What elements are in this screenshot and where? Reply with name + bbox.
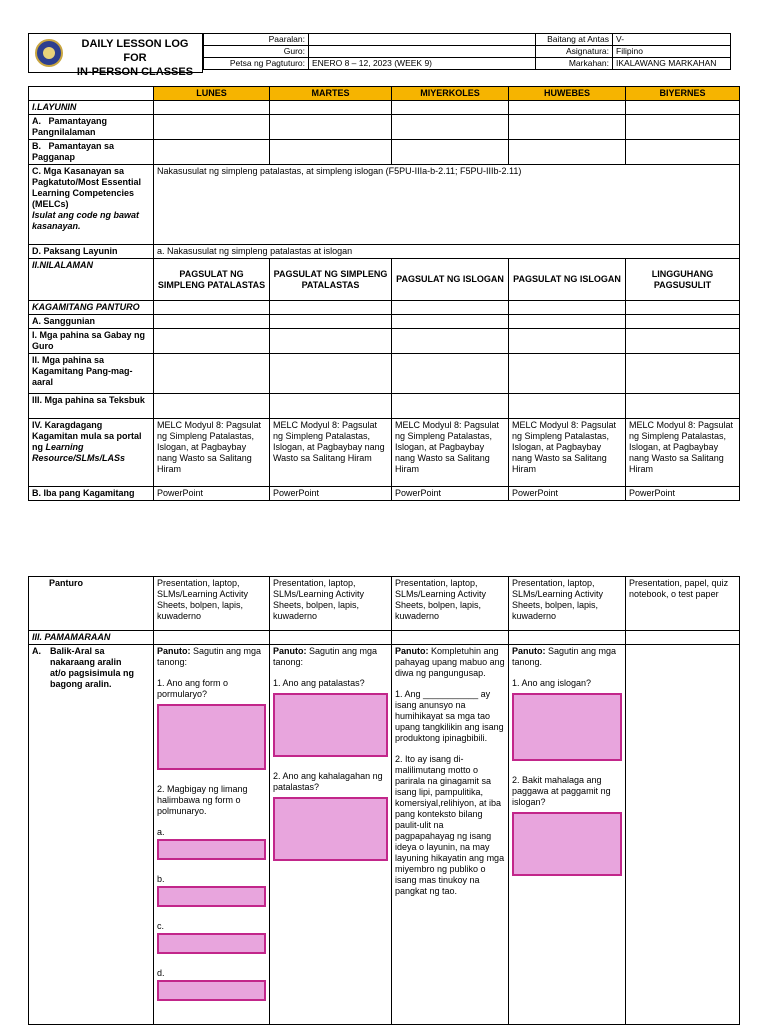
iba-lunes: PowerPoint <box>154 487 270 501</box>
karagdagang-kagamitan-label: IV. Karagdagang Kagamitan mula sa portal ng Learning Resource/SLMs/LASs <box>29 419 154 487</box>
balik-aral-miyerkoles: Panuto: Kompletuhin ang pahayag upang mabuo ang diwa ng pangungusap. 1. Ang ___________ ay isang anunsyo na humihikayat sa mga tao upang tangkilikin ang isang produktong ipinagbibili. 2. Ito ay isang di-malilimutang motto o parirala na ginagamit sa isang lipi, pampulitika, komersiyal,relihiyon, at iba pang konteksto bilang paulit-ulit na pagpapahayag ng isang ideya o layunin, na may layuning hikayatin ang mga miyembro ng publiko o isang mas tinukoy na pangkat ng tao. <box>392 645 509 1025</box>
sanggunian-label: A. Sanggunian <box>29 315 154 329</box>
karagdagang-huwebes: MELC Modyul 8: Pagsulat ng Simpleng Patalastas, Islogan, at Pagbaybay nang Wasto sa Salitang Hiram <box>509 419 626 487</box>
answer-box-c[interactable] <box>157 933 266 954</box>
kagamitan-heading: KAGAMITANG PANTURO <box>29 301 154 315</box>
document-title <box>69 37 201 79</box>
title-line-1: DAILY LESSON LOG FOR <box>81 38 189 64</box>
karagdagang-biyernes: MELC Modyul 8: Pagsulat ng Simpleng Patalastas, Islogan, at Pagbaybay nang Wasto sa Salitang Hiram <box>626 419 740 487</box>
iba-miyerkoles: PowerPoint <box>392 487 509 501</box>
pamantayan-pagganap-label: B. Pamantayan sa Pagganap <box>29 140 154 165</box>
markahan-label: Markahan: <box>536 58 613 70</box>
baitang-label: Baitang at Antas <box>536 34 613 46</box>
day-lunes: LUNES <box>154 87 270 101</box>
panturo-martes: Presentation, laptop, SLMs/Learning Activity Sheets, bolpen, lapis, kuwaderno <box>270 577 392 631</box>
panturo-huwebes: Presentation, laptop, SLMs/Learning Activity Sheets, bolpen, lapis, kuwaderno <box>509 577 626 631</box>
baitang-value: V- <box>613 34 731 46</box>
pamamaraan-heading: III. PAMAMARAAN <box>29 631 154 645</box>
answer-box[interactable] <box>512 812 622 876</box>
panturo-miyerkoles: Presentation, laptop, SLMs/Learning Activity Sheets, bolpen, lapis, kuwaderno <box>392 577 509 631</box>
answer-box[interactable] <box>157 704 266 770</box>
markahan-value: IKALAWANG MARKAHAN <box>613 58 731 70</box>
guro-label: Guro: <box>204 46 309 58</box>
answer-box[interactable] <box>273 693 388 757</box>
asignatura-label: Asignatura: <box>536 46 613 58</box>
panturo-label: Panturo <box>29 577 154 631</box>
teksbuk-label: III. Mga pahina sa Teksbuk <box>29 394 154 419</box>
day-biyernes: BIYERNES <box>626 87 740 101</box>
iba-martes: PowerPoint <box>270 487 392 501</box>
paaralan-value <box>309 34 536 46</box>
nilalaman-lunes: PAGSULAT NG SIMPLENG PATALASTAS <box>154 259 270 301</box>
paksang-layunin-value: a. Nakasusulat ng simpleng patalastas at islogan <box>154 245 740 259</box>
header-info-table <box>203 33 731 70</box>
answer-box[interactable] <box>512 693 622 761</box>
pamantayang-pangnilalaman-label: A. Pamantayang Pangnilalaman <box>29 115 154 140</box>
balik-aral-huwebes: Panuto: Sagutin ang mga tanong. 1. Ano ang islogan? 2. Bakit mahalaga ang paggawa at paggamit ng islogan? <box>509 645 626 1025</box>
answer-box-a[interactable] <box>157 839 266 860</box>
corner-cell <box>29 87 154 101</box>
melcs-label: C. Mga Kasanayan sa Pagkatuto/Most Essential Learning Competencies (MELCs) Isulat ang code ng bawat kasanayan. <box>29 165 154 245</box>
lesson-table <box>28 86 740 501</box>
asignatura-value: Filipino <box>613 46 731 58</box>
panturo-biyernes: Presentation, papel, quiz notebook, o test paper <box>626 577 740 631</box>
iba-pang-kagamitan-label: B. Iba pang Kagamitang <box>29 487 154 501</box>
iba-biyernes: PowerPoint <box>626 487 740 501</box>
panturo-lunes: Presentation, laptop, SLMs/Learning Activity Sheets, bolpen, lapis, kuwaderno <box>154 577 270 631</box>
melcs-value: Nakasusulat ng simpleng patalastas, at simpleng islogan (F5PU-IIIa-b-2.11; F5PU-IIIb-2.11) <box>154 165 740 245</box>
kagamitang-pang-mag-aaral-label: II. Mga pahina sa Kagamitang Pang-mag-aaral <box>29 354 154 394</box>
nilalaman-martes: PAGSULAT NG SIMPLENG PATALASTAS <box>270 259 392 301</box>
balik-aral-lunes: Panuto: Sagutin ang mga tanong: 1. Ano ang form o pormularyo? 2. Magbigay ng limang halimbawa ng form o polmunaryo. a. b. c. d. <box>154 645 270 1025</box>
nilalaman-huwebes: PAGSULAT NG ISLOGAN <box>509 259 626 301</box>
nilalaman-heading: II.NILALAMAN <box>29 259 154 301</box>
paksang-layunin-label: D. Paksang Layunin <box>29 245 154 259</box>
karagdagang-martes: MELC Modyul 8: Pagsulat ng Simpleng Patalastas, Islogan, at Pagbaybay nang Wasto sa Salitang Hiram <box>270 419 392 487</box>
layunin-heading: I.LAYUNIN <box>29 101 154 115</box>
iba-huwebes: PowerPoint <box>509 487 626 501</box>
balik-aral-label: A. Balik-Aral sa nakaraang aralin at/o pagsisimula ng bagong aralin. <box>29 645 154 1025</box>
answer-box[interactable] <box>273 797 388 861</box>
petsa-value: ENERO 8 – 12, 2023 (WEEK 9) <box>309 58 536 70</box>
answer-box-b[interactable] <box>157 886 266 907</box>
petsa-label: Petsa ng Pagtuturo: <box>204 58 309 70</box>
day-miyerkoles: MIYERKOLES <box>392 87 509 101</box>
title-line-2: IN-PERSON CLASSES <box>76 66 194 78</box>
day-martes: MARTES <box>270 87 392 101</box>
nilalaman-miyerkoles: PAGSULAT NG ISLOGAN <box>392 259 509 301</box>
nilalaman-biyernes: LINGGUHANG PAGSUSULIT <box>626 259 740 301</box>
deped-seal-icon <box>35 39 63 67</box>
header-title-box <box>28 33 203 78</box>
day-huwebes: HUWEBES <box>509 87 626 101</box>
answer-box-d[interactable] <box>157 980 266 1001</box>
lesson-table-continued <box>28 576 740 1025</box>
guro-value <box>309 46 536 58</box>
gabay-guro-label: I. Mga pahina sa Gabay ng Guro <box>29 329 154 354</box>
karagdagang-miyerkoles: MELC Modyul 8: Pagsulat ng Simpleng Patalastas, Islogan, at Pagbaybay nang Wasto sa Salitang Hiram <box>392 419 509 487</box>
balik-aral-biyernes <box>626 645 740 1025</box>
paaralan-label: Paaralan: <box>204 34 309 46</box>
balik-aral-martes: Panuto: Sagutin ang mga tanong: 1. Ano ang patalastas? 2. Ano ang kahalagahan ng patalastas? <box>270 645 392 1025</box>
karagdagang-lunes: MELC Modyul 8: Pagsulat ng Simpleng Patalastas, Islogan, at Pagbaybay nang Wasto sa Salitang Hiram <box>154 419 270 487</box>
